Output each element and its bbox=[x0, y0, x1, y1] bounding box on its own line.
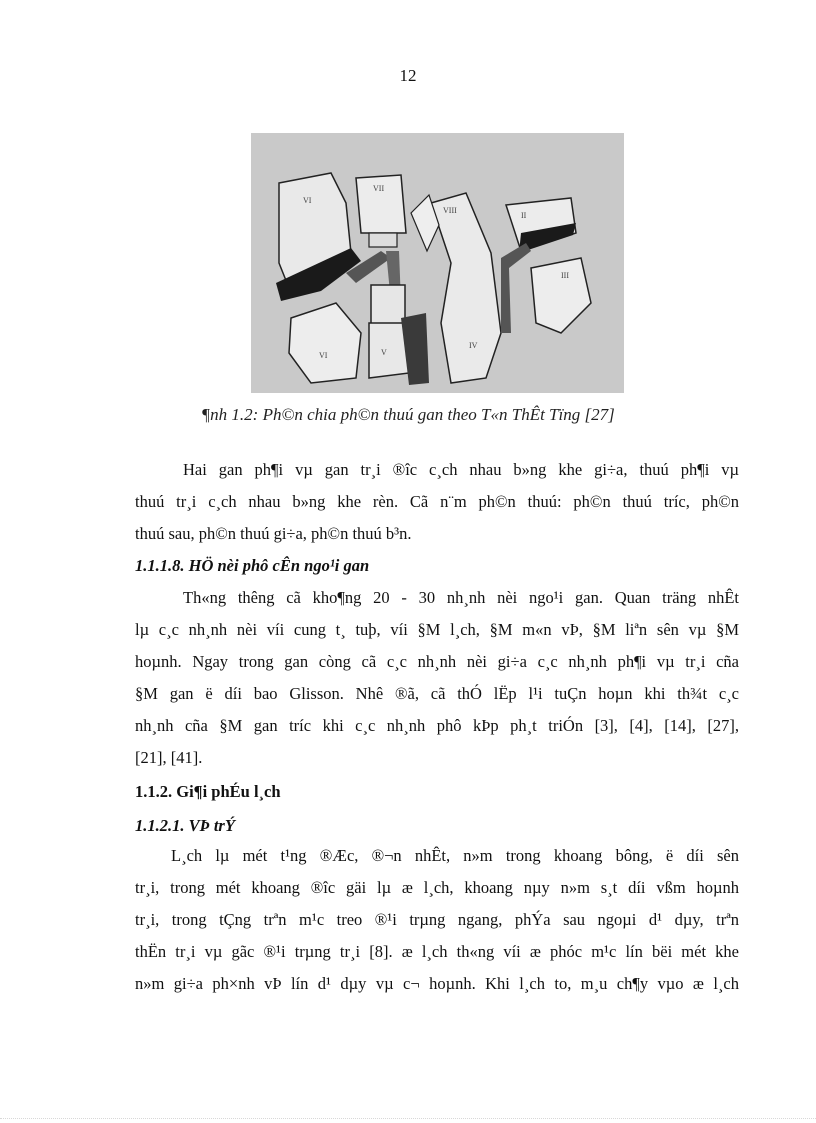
figure-caption: ¶nh 1.2: Ph©n chia ph©n thuú gan theo T«n ThÊt Tïng [27] bbox=[201, 405, 615, 424]
paragraph-liver-division bbox=[135, 454, 739, 550]
text-line: hoµnh. Ngay trong gan còng cã c¸c nh¸nh nèi gi÷a c¸c nh¸nh ph¶i vµ tr¸i cña bbox=[135, 652, 739, 671]
text-line: lµ c¸c nh¸nh nèi víi cung t¸ tuþ, víi §M l¸ch, §M m«n vÞ, §M liªn sên vµ §M bbox=[135, 620, 739, 639]
segment-label: VIII bbox=[443, 206, 457, 215]
segment-label: VI bbox=[303, 196, 312, 205]
paragraph-spleen-position bbox=[135, 840, 739, 1000]
text-line: nh¸nh cña §M gan tríc khi c¸c nh¸nh phô kÞp ph¸t triÓn [3], [4], [14], [27], bbox=[135, 716, 739, 735]
text-line: tr¸i, trong mét khoang ®îc gäi lµ æ l¸ch, khoang nµy n»m s¸t díi vßm hoµnh bbox=[135, 878, 739, 897]
segment-label: IV bbox=[469, 341, 478, 350]
section-heading-1-1-2-1: 1.1.2.1. VÞ trÝ bbox=[135, 816, 235, 835]
liver-segments-figure bbox=[251, 133, 624, 393]
section-heading-1-1-2: 1.1.2. Gi¶i phÉu l¸ch bbox=[135, 782, 281, 801]
paragraph-collateral-system bbox=[135, 582, 739, 774]
segment-label: II bbox=[521, 211, 527, 220]
text-line: thËn tr¸i vµ gãc ®¹i trµng tr¸i [8]. æ l¸ch th«ng víi æ phóc m¹c lín bëi mét khe bbox=[135, 942, 739, 961]
segment-label: VI bbox=[319, 351, 328, 360]
text-line: tr¸i, trong tÇng trªn m¹c treo ®¹i trµng ngang, phÝa sau ngoµi d¹ dµy, trªn bbox=[135, 910, 739, 929]
text-line: Hai gan ph¶i vµ gan tr¸i ®îc c¸ch nhau b»ng khe gi÷a, thuú ph¶i vµ bbox=[183, 460, 739, 479]
liver-segments-drawing bbox=[251, 133, 624, 393]
segment-label: V bbox=[381, 348, 387, 357]
text-line: thuú tr¸i c¸ch nhau b»ng khe rèn. Cã n¨m ph©n thuú: ph©n thuú tríc, ph©n bbox=[135, 492, 739, 511]
segment-label: VII bbox=[373, 184, 385, 193]
segment-label: III bbox=[561, 271, 569, 280]
text-line: Th«ng thêng cã kho¶ng 20 - 30 nh¸nh nèi ngo¹i gan. Quan träng nhÊt bbox=[183, 588, 739, 607]
text-line: §M gan ë díi bao Glisson. Nhê ®ã, cã thÓ lËp l¹i tuÇn hoµn khi th¾t c¸c bbox=[135, 684, 739, 703]
page-bottom-rule bbox=[0, 1118, 816, 1119]
text-line: thuú sau, ph©n thuú gi÷a, ph©n thuú b³n. bbox=[135, 524, 412, 543]
page-number: 12 bbox=[399, 66, 417, 85]
section-heading-1-1-1-8: 1.1.1.8. HÖ nèi phô cÊn ngo¹i gan bbox=[135, 556, 370, 575]
text-line: [21], [41]. bbox=[135, 748, 203, 767]
text-line: n»m gi÷a ph×nh vÞ lín d¹ dµy vµ c¬ hoµnh. Khi l¸ch to, m¸u ch¶y vµo æ l¸ch bbox=[135, 974, 739, 993]
text-line: L¸ch lµ mét t¹ng ®Æc, ®¬n nhÊt, n»m trong khoang bông, ë díi sên bbox=[171, 846, 739, 865]
